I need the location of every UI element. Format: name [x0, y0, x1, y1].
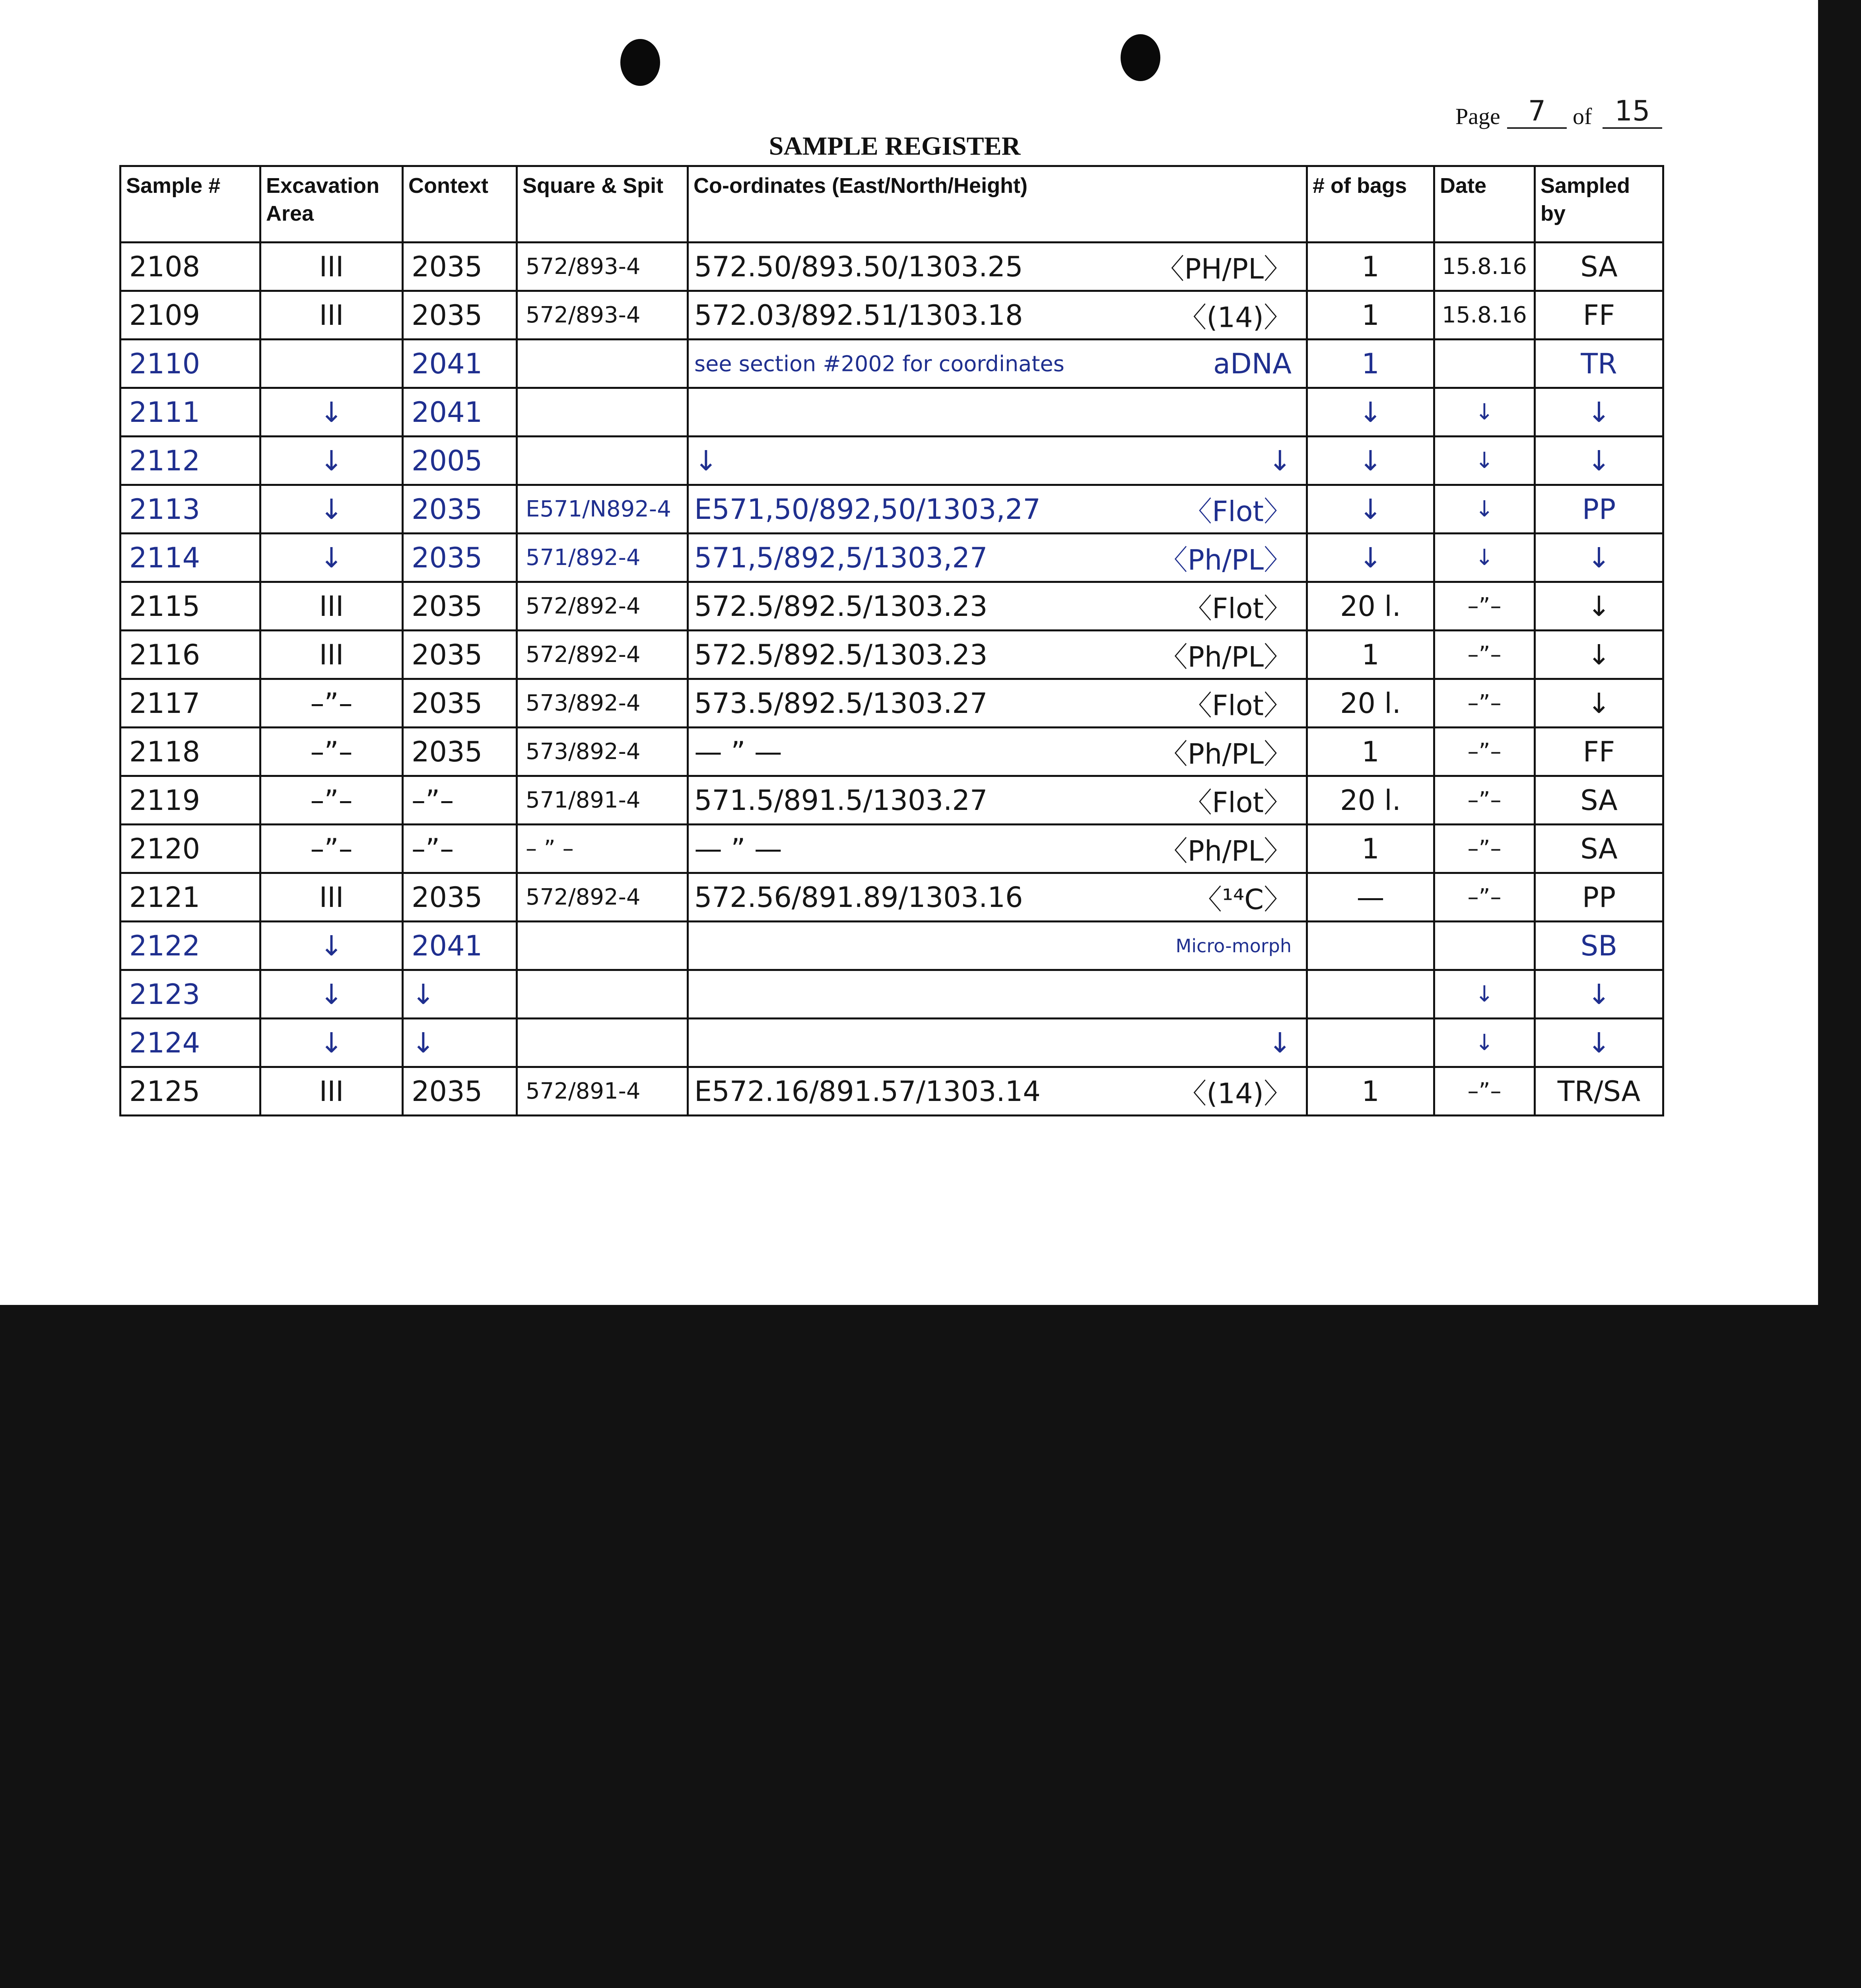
coordinates-value: 571,5/892,5/1303,27 — [694, 541, 988, 574]
bags-cell — [1307, 970, 1434, 1019]
context-cell: 2035 — [403, 679, 517, 728]
coordinates-cell — [688, 679, 1307, 728]
coordinates-value: — ” — — [694, 735, 782, 768]
table-row — [120, 728, 1663, 776]
excavation-area-cell: III — [260, 582, 403, 631]
square-spit-cell: 572/892-4 — [517, 582, 688, 631]
sampled-by-cell: ↓ — [1535, 631, 1663, 679]
square-spit-cell: 572/892-4 — [517, 631, 688, 679]
coordinates-cell — [688, 776, 1307, 825]
context-cell: 2035 — [403, 291, 517, 340]
sampled-by-cell: FF — [1535, 291, 1663, 340]
sample-type-tag: 〈Flot〉 — [1184, 786, 1292, 819]
column-header: Co-ordinates (East/North/Height) — [688, 166, 1307, 243]
coordinates-value: 572.5/892.5/1303.23 — [694, 590, 988, 623]
square-spit-cell: 572/891-4 — [517, 1067, 688, 1116]
square-spit-cell — [517, 922, 688, 970]
bags-cell: 1 — [1307, 631, 1434, 679]
sample-type-tag: 〈(14)〉 — [1179, 1077, 1292, 1110]
register-rows — [120, 243, 1663, 1116]
square-spit-cell: 573/892-4 — [517, 728, 688, 776]
sample-number-cell: 2125 — [120, 1067, 260, 1116]
column-header: # of bags — [1307, 166, 1434, 243]
sampled-by-cell: SA — [1535, 243, 1663, 291]
sample-number-cell: 2122 — [120, 922, 260, 970]
excavation-area-cell: ↓ — [260, 534, 403, 582]
sampled-by-cell: ↓ — [1535, 534, 1663, 582]
column-header: Date — [1434, 166, 1535, 243]
context-cell: –”– — [403, 825, 517, 873]
table-row — [120, 582, 1663, 631]
sampled-by-cell: TR — [1535, 340, 1663, 388]
coordinates-cell — [688, 340, 1307, 388]
bags-cell: 1 — [1307, 728, 1434, 776]
coordinates-cell — [688, 873, 1307, 922]
table-row — [120, 922, 1663, 970]
page-current: 7 — [1507, 95, 1567, 129]
excavation-area-cell: III — [260, 291, 403, 340]
bags-cell: 1 — [1307, 825, 1434, 873]
excavation-area-cell: –”– — [260, 776, 403, 825]
table-row — [120, 679, 1663, 728]
square-spit-cell: 573/892-4 — [517, 679, 688, 728]
coordinates-cell — [688, 1067, 1307, 1116]
column-header: Context — [403, 166, 517, 243]
date-cell: –”– — [1434, 776, 1535, 825]
page-number — [1455, 91, 1662, 135]
date-cell: ↓ — [1434, 534, 1535, 582]
sample-type-tag: 〈PH/PL〉 — [1156, 252, 1292, 285]
sample-number-cell: 2110 — [120, 340, 260, 388]
bags-cell: ↓ — [1307, 485, 1434, 534]
date-cell: 15.8.16 — [1434, 291, 1535, 340]
excavation-area-cell: ↓ — [260, 970, 403, 1019]
square-spit-cell — [517, 1019, 688, 1067]
excavation-area-cell: III — [260, 873, 403, 922]
sample-type-tag: ↓ — [1268, 444, 1292, 477]
table-row — [120, 631, 1663, 679]
context-cell: 2035 — [403, 243, 517, 291]
bags-cell: 1 — [1307, 291, 1434, 340]
sampled-by-cell: SA — [1535, 776, 1663, 825]
sample-number-cell: 2111 — [120, 388, 260, 437]
table-row — [120, 970, 1663, 1019]
table-row — [120, 1067, 1663, 1116]
bags-cell — [1307, 922, 1434, 970]
excavation-area-cell: –”– — [260, 728, 403, 776]
column-header: Sampled by — [1535, 166, 1663, 243]
square-spit-cell — [517, 340, 688, 388]
date-cell — [1434, 340, 1535, 388]
sample-type-tag: 〈Ph/PL〉 — [1160, 835, 1292, 867]
page-of-label: of — [1573, 103, 1592, 129]
square-spit-cell — [517, 388, 688, 437]
context-cell: 2005 — [403, 437, 517, 485]
sampled-by-cell: ↓ — [1535, 1019, 1663, 1067]
sample-number-cell: 2120 — [120, 825, 260, 873]
table-row — [120, 776, 1663, 825]
header-row — [120, 166, 1663, 243]
sample-number-cell: 2119 — [120, 776, 260, 825]
context-cell: 2041 — [403, 922, 517, 970]
square-spit-cell: 571/891-4 — [517, 776, 688, 825]
excavation-area-cell: III — [260, 631, 403, 679]
coordinates-cell — [688, 291, 1307, 340]
coordinates-cell — [688, 485, 1307, 534]
excavation-area-cell: III — [260, 1067, 403, 1116]
context-cell: –”– — [403, 776, 517, 825]
coordinates-cell — [688, 728, 1307, 776]
coordinates-value: 571.5/891.5/1303.27 — [694, 784, 988, 817]
coordinates-cell — [688, 388, 1307, 437]
sample-type-tag: 〈Ph/PL〉 — [1160, 641, 1292, 673]
bags-cell: 1 — [1307, 243, 1434, 291]
coordinates-value: ↓ — [694, 444, 718, 477]
sample-type-tag: ↓ — [1268, 1026, 1292, 1059]
sample-register-table — [119, 165, 1664, 1116]
excavation-area-cell: –”– — [260, 825, 403, 873]
sample-type-tag: aDNA — [1213, 347, 1292, 380]
sample-number-cell: 2112 — [120, 437, 260, 485]
sample-number-cell: 2114 — [120, 534, 260, 582]
table-row — [120, 243, 1663, 291]
coordinates-value: E572.16/891.57/1303.14 — [694, 1075, 1041, 1108]
bags-cell: 20 l. — [1307, 582, 1434, 631]
table-row — [120, 485, 1663, 534]
bags-cell: 1 — [1307, 340, 1434, 388]
coordinates-value: — ” — — [694, 832, 782, 865]
table-row — [120, 1019, 1663, 1067]
coordinates-cell — [688, 437, 1307, 485]
bags-cell: ↓ — [1307, 534, 1434, 582]
date-cell: ↓ — [1434, 388, 1535, 437]
sampled-by-cell: ↓ — [1535, 970, 1663, 1019]
coordinates-cell — [688, 534, 1307, 582]
coordinates-value: 572.56/891.89/1303.16 — [694, 881, 1023, 914]
square-spit-cell — [517, 970, 688, 1019]
excavation-area-cell: ↓ — [260, 922, 403, 970]
context-cell: 2035 — [403, 582, 517, 631]
sample-type-tag: 〈(14)〉 — [1179, 301, 1292, 334]
date-cell: ↓ — [1434, 970, 1535, 1019]
bags-cell: — — [1307, 873, 1434, 922]
coordinates-cell — [688, 1019, 1307, 1067]
square-spit-cell: 572/892-4 — [517, 873, 688, 922]
date-cell: –”– — [1434, 728, 1535, 776]
coordinates-value: 572.5/892.5/1303.23 — [694, 638, 988, 671]
page-total: 15 — [1603, 95, 1662, 129]
excavation-area-cell — [260, 340, 403, 388]
sampled-by-cell: ↓ — [1535, 582, 1663, 631]
table-row — [120, 873, 1663, 922]
sample-number-cell: 2123 — [120, 970, 260, 1019]
sample-number-cell: 2118 — [120, 728, 260, 776]
context-cell: 2041 — [403, 340, 517, 388]
square-spit-cell — [517, 437, 688, 485]
table-row — [120, 437, 1663, 485]
punch-hole — [620, 39, 660, 86]
context-cell: 2035 — [403, 485, 517, 534]
context-cell: 2035 — [403, 534, 517, 582]
sampled-by-cell: ↓ — [1535, 437, 1663, 485]
sample-type-tag: 〈Ph/PL〉 — [1160, 738, 1292, 770]
coordinates-value: 572.50/893.50/1303.25 — [694, 250, 1023, 283]
bags-cell — [1307, 1019, 1434, 1067]
square-spit-cell: 571/892-4 — [517, 534, 688, 582]
sampled-by-cell: ↓ — [1535, 679, 1663, 728]
context-cell: 2035 — [403, 631, 517, 679]
square-spit-cell: E571/N892-4 — [517, 485, 688, 534]
sample-number-cell: 2109 — [120, 291, 260, 340]
context-cell: ↓ — [403, 970, 517, 1019]
sample-type-tag: 〈Flot〉 — [1184, 495, 1292, 528]
sample-number-cell: 2116 — [120, 631, 260, 679]
bags-cell: ↓ — [1307, 388, 1434, 437]
sampled-by-cell: FF — [1535, 728, 1663, 776]
square-spit-cell: 572/893-4 — [517, 243, 688, 291]
sample-type-tag: 〈Flot〉 — [1184, 592, 1292, 625]
context-cell: ↓ — [403, 1019, 517, 1067]
sample-number-cell: 2108 — [120, 243, 260, 291]
coordinates-value: see section #2002 for coordinates — [694, 351, 1065, 376]
context-cell: 2035 — [403, 873, 517, 922]
table-row — [120, 340, 1663, 388]
context-cell: 2035 — [403, 1067, 517, 1116]
coordinates-cell — [688, 922, 1307, 970]
sample-number-cell: 2115 — [120, 582, 260, 631]
sampled-by-cell: PP — [1535, 485, 1663, 534]
table-row — [120, 388, 1663, 437]
sample-number-cell: 2124 — [120, 1019, 260, 1067]
coordinates-value: 572.03/892.51/1303.18 — [694, 299, 1023, 332]
excavation-area-cell: ↓ — [260, 485, 403, 534]
excavation-area-cell: –”– — [260, 679, 403, 728]
page-label: Page — [1455, 103, 1500, 129]
sample-number-cell: 2117 — [120, 679, 260, 728]
column-header: Sample # — [120, 166, 260, 243]
date-cell: ↓ — [1434, 1019, 1535, 1067]
page-title: SAMPLE REGISTER — [769, 132, 1021, 161]
sampled-by-cell: TR/SA — [1535, 1067, 1663, 1116]
date-cell: –”– — [1434, 1067, 1535, 1116]
table-row — [120, 825, 1663, 873]
table-row — [120, 291, 1663, 340]
date-cell: –”– — [1434, 582, 1535, 631]
sampled-by-cell: SB — [1535, 922, 1663, 970]
date-cell: ↓ — [1434, 485, 1535, 534]
bags-cell: 1 — [1307, 1067, 1434, 1116]
sampled-by-cell: ↓ — [1535, 388, 1663, 437]
excavation-area-cell: III — [260, 243, 403, 291]
coordinates-cell — [688, 243, 1307, 291]
square-spit-cell: 572/893-4 — [517, 291, 688, 340]
date-cell: 15.8.16 — [1434, 243, 1535, 291]
coordinates-cell — [688, 582, 1307, 631]
sampled-by-cell: PP — [1535, 873, 1663, 922]
coordinates-cell — [688, 970, 1307, 1019]
excavation-area-cell: ↓ — [260, 388, 403, 437]
context-cell: 2035 — [403, 728, 517, 776]
square-spit-cell: – ” – — [517, 825, 688, 873]
date-cell: ↓ — [1434, 437, 1535, 485]
bags-cell: 20 l. — [1307, 776, 1434, 825]
coordinates-value: 573.5/892.5/1303.27 — [694, 687, 988, 720]
date-cell: –”– — [1434, 825, 1535, 873]
sample-number-cell: 2121 — [120, 873, 260, 922]
punch-hole — [1121, 34, 1160, 81]
date-cell — [1434, 922, 1535, 970]
bags-cell: 20 l. — [1307, 679, 1434, 728]
bags-cell: ↓ — [1307, 437, 1434, 485]
sample-type-tag: 〈Ph/PL〉 — [1160, 544, 1292, 576]
column-header: Excavation Area — [260, 166, 403, 243]
context-cell: 2041 — [403, 388, 517, 437]
coordinates-value: E571,50/892,50/1303,27 — [694, 493, 1041, 526]
coordinates-cell — [688, 825, 1307, 873]
sampled-by-cell: SA — [1535, 825, 1663, 873]
date-cell: –”– — [1434, 679, 1535, 728]
date-cell: –”– — [1434, 631, 1535, 679]
sample-type-tag: Micro-morph — [1175, 935, 1292, 957]
excavation-area-cell: ↓ — [260, 437, 403, 485]
date-cell: –”– — [1434, 873, 1535, 922]
sample-type-tag: 〈Flot〉 — [1184, 689, 1292, 722]
sample-number-cell: 2113 — [120, 485, 260, 534]
coordinates-cell — [688, 631, 1307, 679]
table-row — [120, 534, 1663, 582]
column-header: Square & Spit — [517, 166, 688, 243]
sample-type-tag: 〈¹⁴C〉 — [1194, 883, 1292, 916]
excavation-area-cell: ↓ — [260, 1019, 403, 1067]
